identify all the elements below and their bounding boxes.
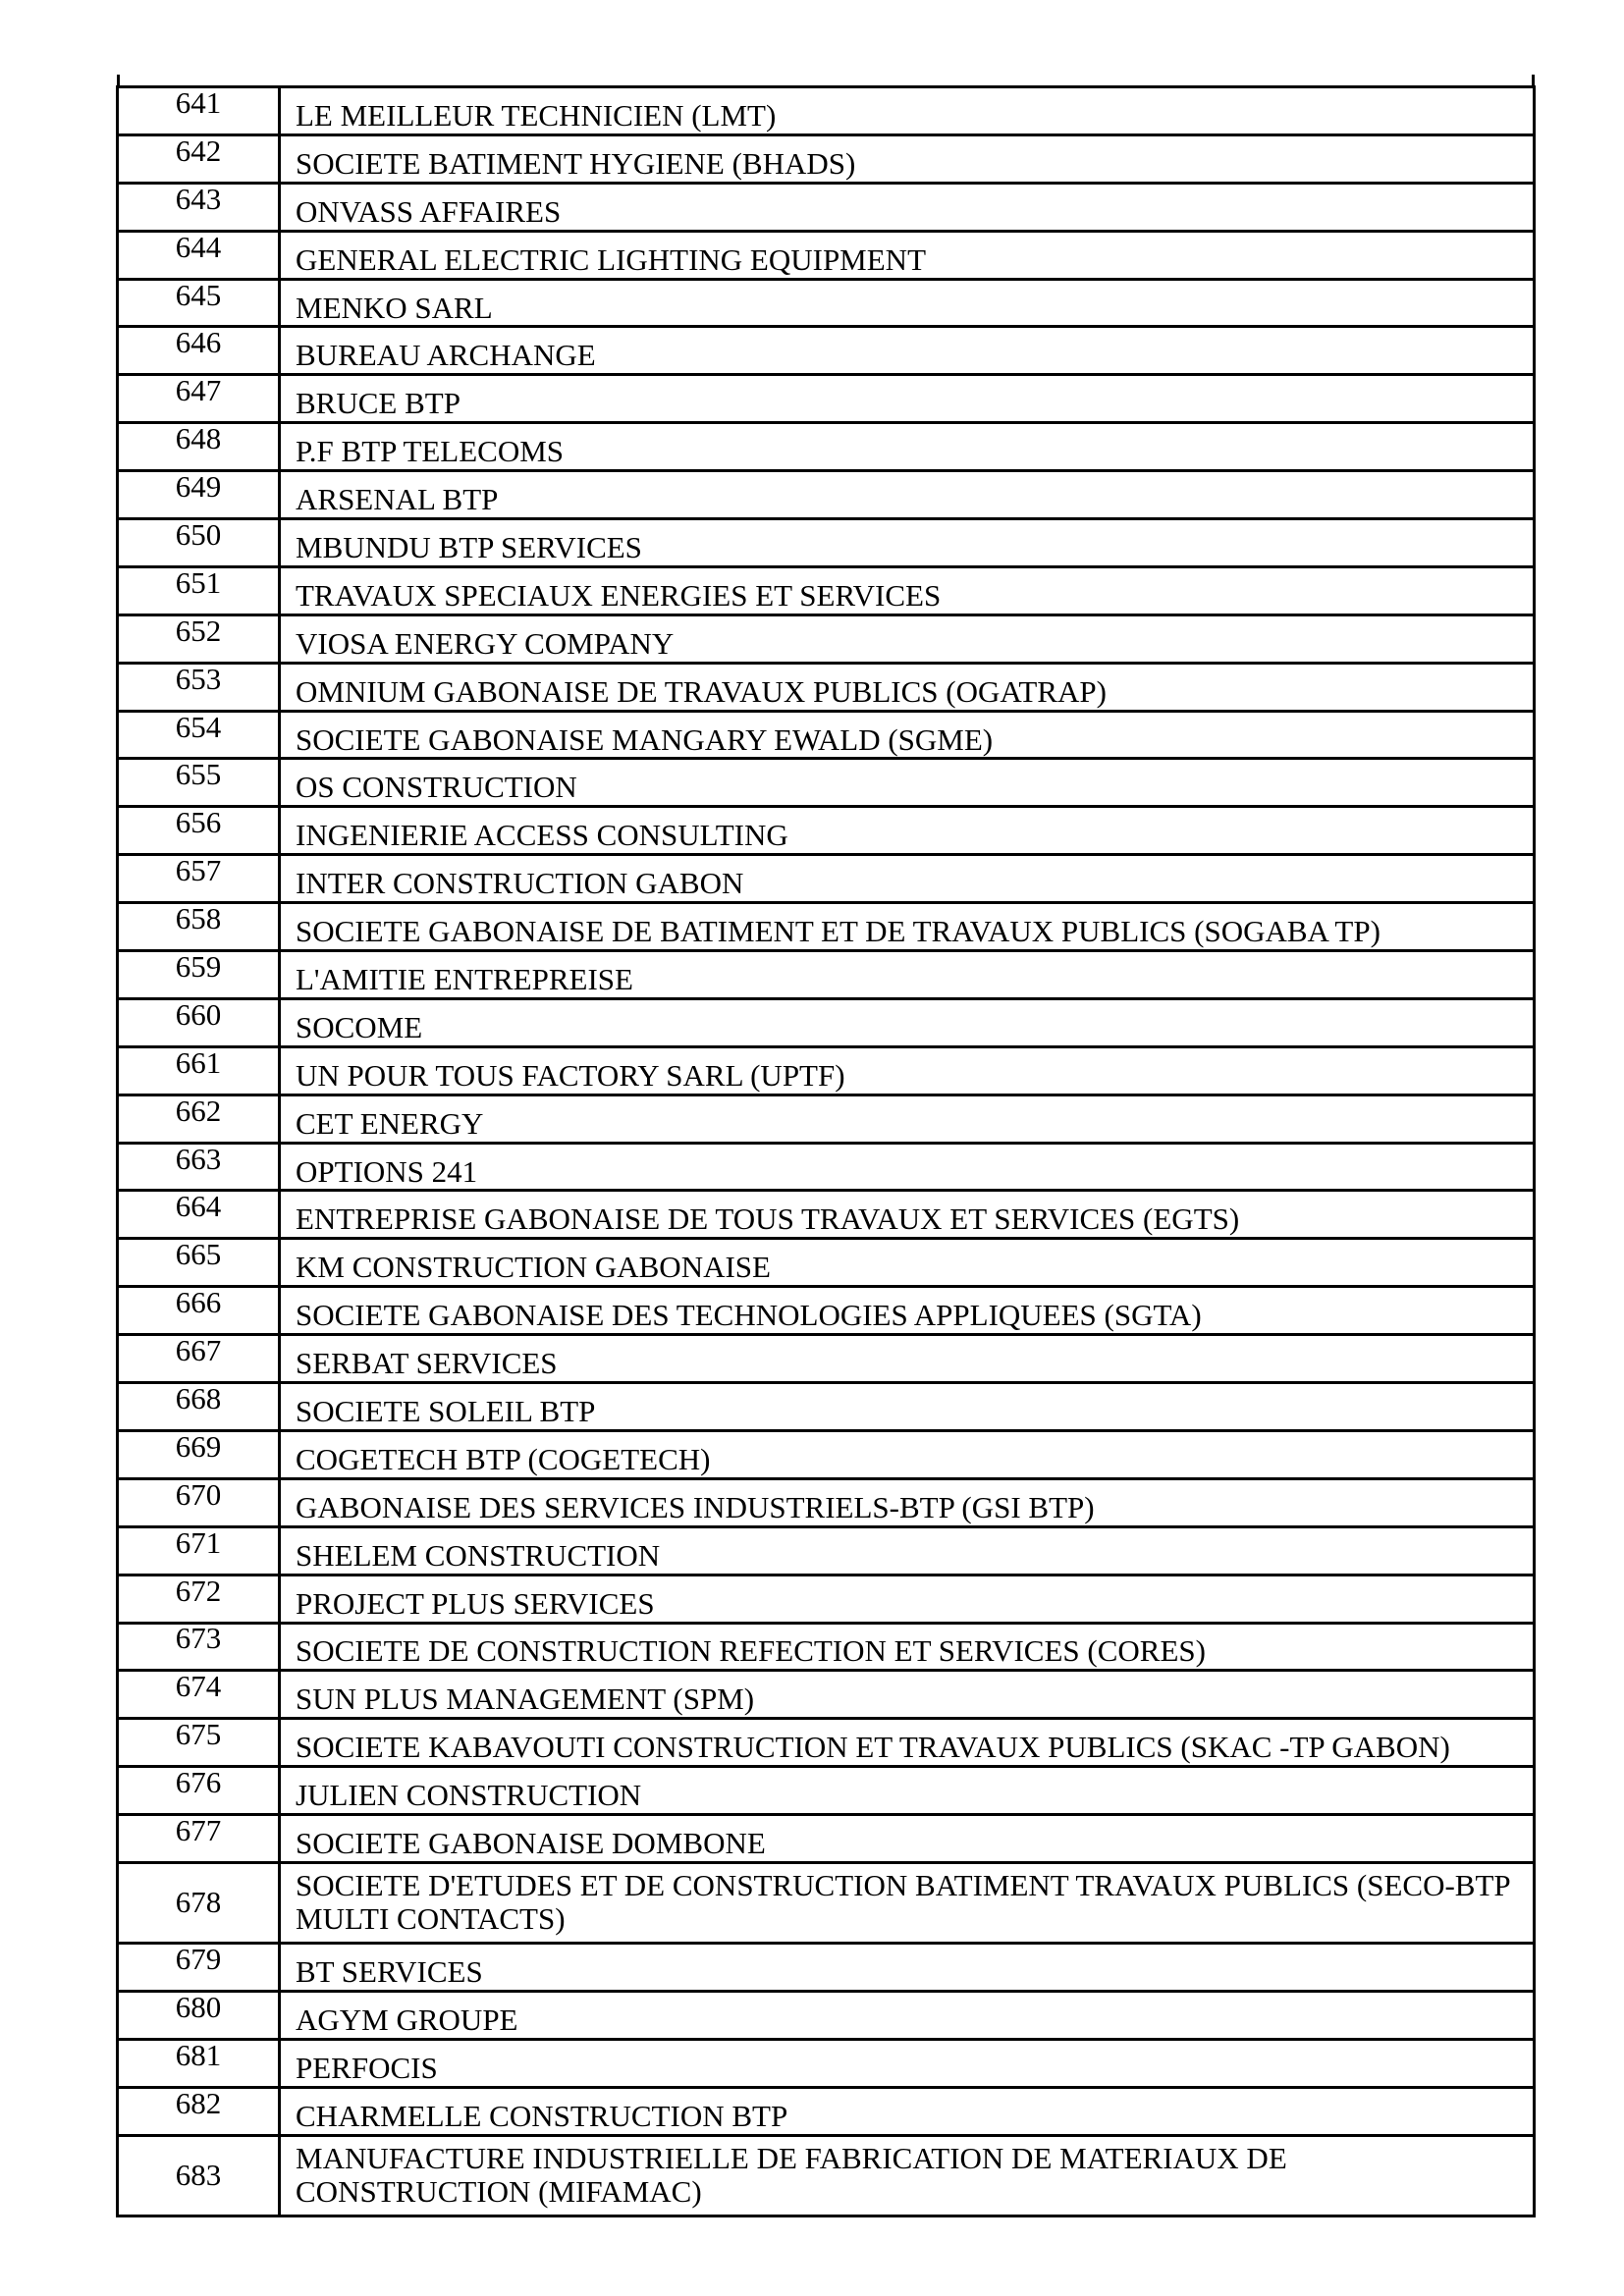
- company-name: INGENIERIE ACCESS CONSULTING: [296, 818, 788, 853]
- row-number-cell: [118, 1719, 280, 1767]
- company-name: P.F BTP TELECOMS: [296, 434, 565, 469]
- row-number-cell: [118, 279, 280, 327]
- row-number-cell: [118, 1943, 280, 1991]
- company-name: BRUCE BTP: [296, 386, 460, 421]
- company-name-cell: [280, 471, 1535, 519]
- company-name: SOCIETE GABONAISE DE BATIMENT ET DE TRAVAUX PUBLICS (SOGABA TP): [296, 914, 1380, 949]
- table-row: [118, 375, 1535, 423]
- company-name: OPTIONS 241: [296, 1153, 478, 1189]
- row-number-cell: [118, 1383, 280, 1431]
- row-number: 662: [175, 1095, 222, 1128]
- company-name-cell: [280, 1943, 1535, 1991]
- row-number: 683: [175, 2158, 222, 2193]
- company-name: GABONAISE DES SERVICES INDUSTRIELS-BTP (GSI BTP): [296, 1489, 1095, 1524]
- row-number: 654: [175, 711, 222, 744]
- company-name: MANUFACTURE INDUSTRIELLE DE FABRICATION DE MATERIAUX DE CONSTRUCTION (MIFAMAC): [296, 2141, 1287, 2210]
- company-name-cell: [280, 1671, 1535, 1719]
- row-number: 665: [175, 1238, 222, 1272]
- table-row: [118, 1046, 1535, 1095]
- company-name: SHELEM CONSTRUCTION: [296, 1537, 661, 1573]
- row-number: 647: [175, 374, 222, 408]
- table-row: [118, 614, 1535, 663]
- table-row: [118, 2087, 1535, 2135]
- table-row: [118, 279, 1535, 327]
- row-number-cell: [118, 1991, 280, 2039]
- company-name-cell: [280, 1991, 1535, 2039]
- row-number: 660: [175, 998, 222, 1032]
- company-name: ONVASS AFFAIRES: [296, 193, 562, 229]
- row-number-cell: [118, 471, 280, 519]
- table-row: [118, 1862, 1535, 1943]
- row-number-cell: [118, 1335, 280, 1383]
- row-number-cell: [118, 375, 280, 423]
- company-name-cell: [280, 1815, 1535, 1863]
- company-name: PERFOCIS: [296, 2050, 438, 2085]
- row-number: 651: [175, 566, 222, 600]
- table-row: [118, 759, 1535, 807]
- company-name-cell: [280, 711, 1535, 759]
- table-row: [118, 1287, 1535, 1335]
- row-number-cell: [118, 903, 280, 951]
- company-name-cell: [280, 134, 1535, 183]
- row-number: 666: [175, 1286, 222, 1320]
- row-number: 649: [175, 470, 222, 505]
- company-name: GENERAL ELECTRIC LIGHTING EQUIPMENT: [296, 241, 927, 277]
- company-name: CHARMELLE CONSTRUCTION BTP: [296, 2098, 788, 2133]
- company-name: COGETECH BTP (COGETECH): [296, 1441, 711, 1476]
- company-name: INTER CONSTRUCTION GABON: [296, 866, 744, 901]
- row-number: 650: [175, 518, 222, 552]
- company-name: KM CONSTRUCTION GABONAISE: [296, 1250, 771, 1285]
- company-name: TRAVAUX SPECIAUX ENERGIES ET SERVICES: [296, 577, 942, 613]
- row-number-cell: [118, 663, 280, 711]
- row-number: 668: [175, 1382, 222, 1415]
- company-name: OMNIUM GABONAISE DE TRAVAUX PUBLICS (OGATRAP): [296, 673, 1107, 709]
- row-number: 642: [175, 134, 222, 168]
- row-number-cell: [118, 2087, 280, 2135]
- row-number: 655: [175, 758, 222, 792]
- company-name-cell: [280, 423, 1535, 471]
- company-name: SOCIETE GABONAISE DOMBONE: [296, 1826, 766, 1860]
- row-number: 643: [175, 183, 222, 216]
- row-number: 658: [175, 902, 222, 936]
- table-row: [118, 1191, 1535, 1239]
- table-row: [118, 1719, 1535, 1767]
- company-name-cell: [280, 1191, 1535, 1239]
- company-name: L'AMITIE ENTREPREISE: [296, 961, 633, 996]
- table-row: [118, 327, 1535, 375]
- company-name: ARSENAL BTP: [296, 482, 499, 517]
- company-name: BT SERVICES: [296, 1953, 483, 1989]
- table-row: [118, 663, 1535, 711]
- company-name: SOCIETE D'ETUDES ET DE CONSTRUCTION BATIMENT TRAVAUX PUBLICS (SECO-BTP MULTI CONTACTS): [296, 1868, 1510, 1937]
- company-name: JULIEN CONSTRUCTION: [296, 1778, 642, 1813]
- company-name-cell: [280, 1623, 1535, 1671]
- company-name-cell: [280, 807, 1535, 855]
- row-number-cell: [118, 1767, 280, 1815]
- company-name-cell: [280, 1575, 1535, 1623]
- company-name: CET ENERGY: [296, 1105, 484, 1141]
- table-row: [118, 134, 1535, 183]
- table-row: [118, 1991, 1535, 2039]
- row-number-cell: [118, 1095, 280, 1143]
- table-row: [118, 711, 1535, 759]
- row-number-cell: [118, 1143, 280, 1191]
- row-number-cell: [118, 87, 280, 135]
- row-number: 673: [175, 1623, 222, 1656]
- row-number: 678: [175, 1885, 222, 1920]
- row-number: 677: [175, 1814, 222, 1847]
- row-number: 664: [175, 1190, 222, 1224]
- row-number-cell: [118, 1815, 280, 1863]
- row-number-cell: [118, 519, 280, 567]
- company-name: LE MEILLEUR TECHNICIEN (LMT): [296, 97, 777, 133]
- company-name-cell: [280, 759, 1535, 807]
- row-number-cell: [118, 1287, 280, 1335]
- row-number: 667: [175, 1334, 222, 1368]
- table-row: [118, 1430, 1535, 1478]
- row-number-cell: [118, 2135, 280, 2216]
- table-row: [118, 1575, 1535, 1623]
- company-name-cell: [280, 998, 1535, 1046]
- company-name: SOCOME: [296, 1009, 423, 1044]
- row-number-cell: [118, 807, 280, 855]
- table-row: [118, 1943, 1535, 1991]
- row-number: 646: [175, 326, 222, 360]
- row-number-cell: [118, 566, 280, 614]
- row-number-cell: [118, 1239, 280, 1287]
- row-number: 669: [175, 1430, 222, 1464]
- company-name-cell: [280, 1143, 1535, 1191]
- row-number: 670: [175, 1478, 222, 1512]
- row-number-cell: [118, 2039, 280, 2087]
- company-name-cell: [280, 1383, 1535, 1431]
- row-number-cell: [118, 1862, 280, 1943]
- table-row: [118, 1095, 1535, 1143]
- row-number: 680: [175, 1991, 222, 2024]
- company-name: UN POUR TOUS FACTORY SARL (UPTF): [296, 1057, 845, 1093]
- company-list-table: [116, 85, 1536, 2217]
- row-number-cell: [118, 998, 280, 1046]
- company-name-cell: [280, 903, 1535, 951]
- table-row: [118, 2039, 1535, 2087]
- company-name-cell: [280, 2135, 1535, 2216]
- company-name: SUN PLUS MANAGEMENT (SPM): [296, 1682, 755, 1717]
- row-number-cell: [118, 951, 280, 999]
- table-row: [118, 1478, 1535, 1526]
- company-list-body: [118, 87, 1535, 2216]
- company-name-cell: [280, 1526, 1535, 1575]
- table-row: [118, 183, 1535, 231]
- company-name: OS CONSTRUCTION: [296, 770, 577, 805]
- company-name-cell: [280, 183, 1535, 231]
- company-name: SOCIETE BATIMENT HYGIENE (BHADS): [296, 145, 856, 181]
- company-name-cell: [280, 1095, 1535, 1143]
- table-row: [118, 951, 1535, 999]
- row-number: 657: [175, 854, 222, 888]
- company-name: AGYM GROUPE: [296, 2002, 518, 2037]
- company-name-cell: [280, 2039, 1535, 2087]
- company-name: SERBAT SERVICES: [296, 1346, 558, 1381]
- row-number-cell: [118, 1430, 280, 1478]
- row-number-cell: [118, 614, 280, 663]
- company-name: SOCIETE KABAVOUTI CONSTRUCTION ET TRAVAUX PUBLICS (SKAC -TP GABON): [296, 1730, 1450, 1765]
- row-number-cell: [118, 327, 280, 375]
- company-name-cell: [280, 375, 1535, 423]
- company-name-cell: [280, 1335, 1535, 1383]
- row-number-cell: [118, 1478, 280, 1526]
- company-name-cell: [280, 566, 1535, 614]
- table-row: [118, 566, 1535, 614]
- table-row: [118, 998, 1535, 1046]
- row-number: 653: [175, 663, 222, 696]
- row-number-cell: [118, 759, 280, 807]
- row-number: 682: [175, 2087, 222, 2120]
- table-row: [118, 1526, 1535, 1575]
- row-number-cell: [118, 1623, 280, 1671]
- row-number-cell: [118, 134, 280, 183]
- row-number: 644: [175, 231, 222, 264]
- row-number-cell: [118, 1575, 280, 1623]
- row-number: 648: [175, 422, 222, 456]
- row-number-cell: [118, 423, 280, 471]
- company-name-cell: [280, 1046, 1535, 1095]
- table-row: [118, 87, 1535, 135]
- table-row: [118, 903, 1535, 951]
- row-number-cell: [118, 1046, 280, 1095]
- company-name-cell: [280, 231, 1535, 279]
- company-name: SOCIETE GABONAISE DES TECHNOLOGIES APPLIQUEES (SGTA): [296, 1298, 1202, 1333]
- row-number: 674: [175, 1670, 222, 1704]
- row-number: 659: [175, 950, 222, 984]
- company-name-cell: [280, 1430, 1535, 1478]
- company-name-cell: [280, 1767, 1535, 1815]
- table-row: [118, 1383, 1535, 1431]
- table-row: [118, 231, 1535, 279]
- row-number-cell: [118, 855, 280, 903]
- company-name-cell: [280, 951, 1535, 999]
- company-name: PROJECT PLUS SERVICES: [296, 1585, 655, 1621]
- company-name: BUREAU ARCHANGE: [296, 338, 596, 373]
- table-row: [118, 1335, 1535, 1383]
- company-name: VIOSA ENERGY COMPANY: [296, 625, 675, 661]
- company-name-cell: [280, 2087, 1535, 2135]
- company-name: SOCIETE SOLEIL BTP: [296, 1393, 596, 1428]
- row-number-cell: [118, 1526, 280, 1575]
- table-row: [118, 1815, 1535, 1863]
- table-row: [118, 2135, 1535, 2216]
- company-name-cell: [280, 614, 1535, 663]
- company-name: MBUNDU BTP SERVICES: [296, 529, 642, 564]
- company-name: ENTREPRISE GABONAISE DE TOUS TRAVAUX ET SERVICES (EGTS): [296, 1201, 1240, 1237]
- row-number: 679: [175, 1943, 222, 1976]
- row-number: 645: [175, 279, 222, 312]
- table-row: [118, 1671, 1535, 1719]
- row-number-cell: [118, 1191, 280, 1239]
- row-number: 641: [175, 86, 222, 120]
- row-number: 671: [175, 1526, 222, 1560]
- row-number: 663: [175, 1143, 222, 1176]
- row-number-cell: [118, 231, 280, 279]
- company-name-cell: [280, 663, 1535, 711]
- table-row: [118, 471, 1535, 519]
- table-row: [118, 807, 1535, 855]
- row-number: 676: [175, 1766, 222, 1800]
- company-name-cell: [280, 1239, 1535, 1287]
- row-number: 675: [175, 1718, 222, 1752]
- company-name-cell: [280, 1287, 1535, 1335]
- row-number-cell: [118, 1671, 280, 1719]
- company-name-cell: [280, 519, 1535, 567]
- table-row: [118, 423, 1535, 471]
- table-row: [118, 1143, 1535, 1191]
- row-number-cell: [118, 183, 280, 231]
- company-name-cell: [280, 279, 1535, 327]
- table-row: [118, 1767, 1535, 1815]
- company-name: MENKO SARL: [296, 290, 493, 325]
- table-row: [118, 519, 1535, 567]
- company-name-cell: [280, 1862, 1535, 1943]
- row-number: 656: [175, 806, 222, 840]
- company-name-cell: [280, 1478, 1535, 1526]
- table-row: [118, 1239, 1535, 1287]
- company-name-cell: [280, 1719, 1535, 1767]
- row-number: 652: [175, 614, 222, 648]
- company-name-cell: [280, 327, 1535, 375]
- company-name-cell: [280, 87, 1535, 135]
- table-row: [118, 855, 1535, 903]
- row-number: 672: [175, 1575, 222, 1608]
- company-name: SOCIETE GABONAISE MANGARY EWALD (SGME): [296, 721, 994, 757]
- table-row: [118, 1623, 1535, 1671]
- company-name-cell: [280, 855, 1535, 903]
- row-number: 681: [175, 2039, 222, 2072]
- company-name: SOCIETE DE CONSTRUCTION REFECTION ET SERVICES (CORES): [296, 1633, 1206, 1669]
- row-number-cell: [118, 711, 280, 759]
- row-number: 661: [175, 1046, 222, 1080]
